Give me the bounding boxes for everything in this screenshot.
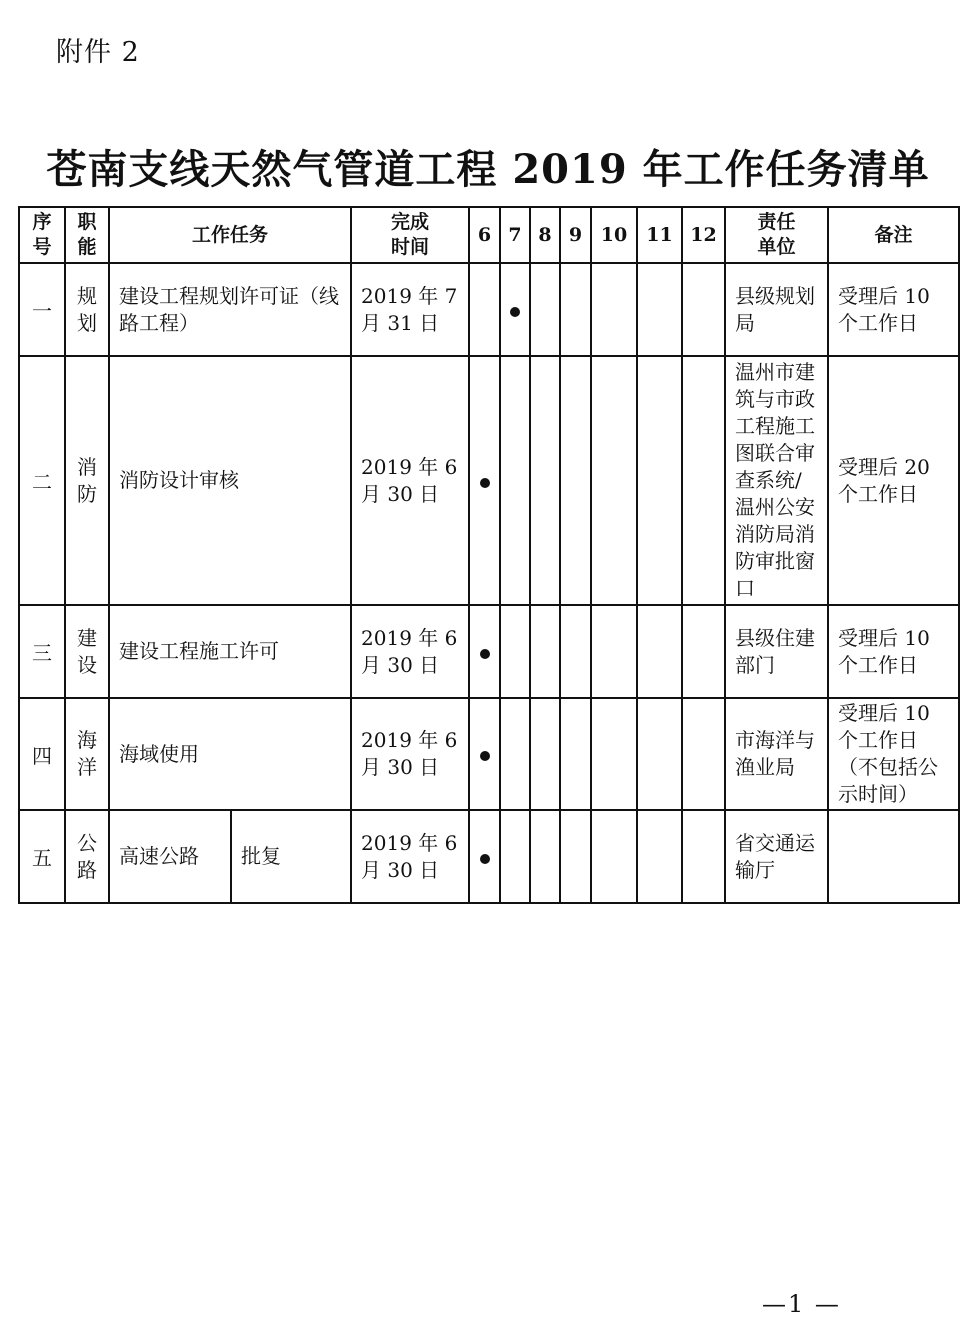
month-cell-9: [560, 605, 591, 698]
row-index: 四: [19, 698, 65, 810]
row-index: 一: [19, 263, 65, 356]
col-month-7: 7: [500, 207, 530, 263]
row-deadline: 2019 年 6 月 30 日: [351, 356, 469, 605]
month-cell-10: [591, 263, 637, 356]
month-cell-9: [560, 263, 591, 356]
month-cell-12: [682, 605, 725, 698]
row-responsible: 市海洋与渔业局: [725, 698, 828, 810]
header-row: [19, 207, 959, 263]
row-deadline: 2019 年 6 月 30 日: [351, 698, 469, 810]
month-cell-12: [682, 356, 725, 605]
table-row: [19, 605, 959, 698]
col-month-12: 12: [682, 207, 725, 263]
schedule-dot: [510, 307, 520, 317]
schedule-dot: [480, 649, 490, 659]
page-number: —1 —: [762, 1290, 841, 1318]
col-month-9: 9: [560, 207, 591, 263]
month-cell-7: [500, 810, 530, 903]
month-cell-9: [560, 356, 591, 605]
row-index: 二: [19, 356, 65, 605]
row-responsible: 省交通运输厅: [725, 810, 828, 903]
month-cell-10: [591, 356, 637, 605]
schedule-dot: [480, 478, 490, 488]
row-function: 建设: [65, 605, 109, 698]
row-index: 五: [19, 810, 65, 903]
row-notes: 受理后 10 个工作日（不包括公示时间）: [828, 698, 959, 810]
row-task: 海域使用: [109, 698, 351, 810]
row-deadline: 2019 年 6 月 30 日: [351, 810, 469, 903]
month-cell-12: [682, 263, 725, 356]
month-cell-11: [637, 698, 682, 810]
month-cell-7: [500, 698, 530, 810]
month-cell-12: [682, 810, 725, 903]
col-responsible-header: 责任单位: [725, 207, 828, 263]
row-function: 规划: [65, 263, 109, 356]
month-cell-7: [500, 263, 530, 356]
row-notes: 受理后 10 个工作日: [828, 605, 959, 698]
month-cell-10: [591, 698, 637, 810]
schedule-dot: [480, 751, 490, 761]
row-deadline: 2019 年 7 月 31 日: [351, 263, 469, 356]
table-row: [19, 810, 959, 903]
month-cell-6: [469, 810, 500, 903]
row-function: 海洋: [65, 698, 109, 810]
month-cell-11: [637, 605, 682, 698]
month-cell-10: [591, 810, 637, 903]
col-function-header: 职能: [65, 207, 109, 263]
row-task: 消防设计审核: [109, 356, 351, 605]
month-cell-11: [637, 356, 682, 605]
month-cell-8: [530, 356, 560, 605]
table-row: [19, 263, 959, 356]
col-deadline-header: 完成时间: [351, 207, 469, 263]
row-function: 公路: [65, 810, 109, 903]
document-title: 苍南支线天然气管道工程 2019 年工作任务清单: [46, 146, 930, 193]
row-responsible: 县级住建部门: [725, 605, 828, 698]
month-cell-9: [560, 810, 591, 903]
row-notes: 受理后 10 个工作日: [828, 263, 959, 356]
table-row: [19, 356, 959, 605]
row-responsible: 县级规划局: [725, 263, 828, 356]
row-task: 建设工程施工许可: [109, 605, 351, 698]
row-notes: [828, 810, 959, 903]
month-cell-8: [530, 605, 560, 698]
month-cell-6: [469, 356, 500, 605]
month-cell-8: [530, 263, 560, 356]
col-month-10: 10: [591, 207, 637, 263]
schedule-dot: [480, 854, 490, 864]
month-cell-9: [560, 698, 591, 810]
col-notes-header: 备注: [828, 207, 959, 263]
col-task-header: 工作任务: [109, 207, 351, 263]
row-task: 建设工程规划许可证（线路工程）: [109, 263, 351, 356]
row-function: 消防: [65, 356, 109, 605]
col-month-6: 6: [469, 207, 500, 263]
month-cell-6: [469, 263, 500, 356]
month-cell-7: [500, 356, 530, 605]
month-cell-11: [637, 263, 682, 356]
row-notes: 受理后 20 个工作日: [828, 356, 959, 605]
month-cell-7: [500, 605, 530, 698]
month-cell-11: [637, 810, 682, 903]
col-month-11: 11: [637, 207, 682, 263]
col-index-header: 序号: [19, 207, 65, 263]
month-cell-8: [530, 698, 560, 810]
month-cell-6: [469, 698, 500, 810]
row-responsible: 温州市建筑与市政工程施工图联合审查系统/温州公安消防局消防审批窗口: [725, 356, 828, 605]
month-cell-10: [591, 605, 637, 698]
col-month-8: 8: [530, 207, 560, 263]
row-deadline: 2019 年 6 月 30 日: [351, 605, 469, 698]
task-table: [18, 206, 960, 904]
table-row: [19, 698, 959, 810]
month-cell-8: [530, 810, 560, 903]
month-cell-6: [469, 605, 500, 698]
row-task-sub: 批复: [231, 810, 351, 903]
month-cell-12: [682, 698, 725, 810]
row-task: 高速公路: [109, 810, 231, 903]
row-index: 三: [19, 605, 65, 698]
attachment-label: 附件 2: [56, 37, 140, 68]
